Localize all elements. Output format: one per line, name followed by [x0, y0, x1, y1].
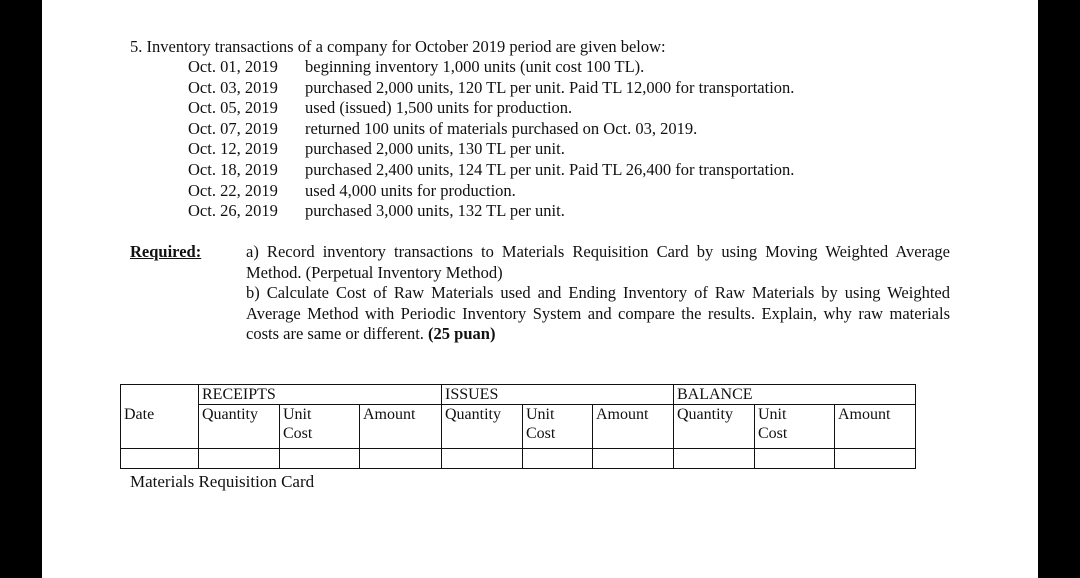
- transaction-row: [188, 181, 794, 202]
- transaction-date: Oct. 05, 2019: [188, 98, 278, 118]
- transaction-date: Oct. 07, 2019: [188, 118, 278, 138]
- unit-label: Unit: [283, 406, 312, 423]
- transaction-row: [188, 160, 794, 181]
- empty-cell: [360, 449, 442, 469]
- points-label: (25 puan): [428, 324, 496, 344]
- transaction-text: purchased 2,400 units, 124 TL per unit. Paid TL 26,400 for transportation.: [305, 159, 795, 179]
- transaction-text: returned 100 units of materials purchased on Oct. 03, 2019.: [305, 118, 698, 138]
- column-header-row: [121, 405, 916, 449]
- transaction-date: Oct. 26, 2019: [188, 201, 278, 221]
- required-part-b: [246, 283, 950, 345]
- question-title: 5. Inventory transactions of a company for October 2019 period are given below:: [130, 37, 666, 56]
- empty-cell: [121, 449, 199, 469]
- transaction-row: [188, 57, 794, 78]
- transaction-list: [188, 57, 794, 222]
- required-body: [246, 242, 950, 345]
- receipts-quantity-header: Quantity: [199, 405, 280, 449]
- date-header: Date: [121, 405, 199, 449]
- receipts-header: RECEIPTS: [199, 385, 442, 405]
- transaction-text: purchased 2,000 units, 130 TL per unit.: [305, 139, 565, 159]
- receipts-unit-cost-header: [280, 405, 360, 449]
- card-caption: Materials Requisition Card: [130, 472, 315, 491]
- balance-amount-header: Amount: [835, 405, 916, 449]
- transaction-text: purchased 2,000 units, 120 TL per unit. Paid TL 12,000 for transportation.: [305, 77, 795, 97]
- receipts-amount-header: Amount: [360, 405, 442, 449]
- empty-cell: [280, 449, 360, 469]
- group-header-row: [121, 385, 916, 405]
- transaction-text: purchased 3,000 units, 132 TL per unit.: [305, 201, 565, 221]
- date-header-top: [121, 385, 199, 405]
- issues-quantity-header: Quantity: [442, 405, 523, 449]
- table-row: [121, 449, 916, 469]
- transaction-row: [188, 98, 794, 119]
- unit-label: Unit: [526, 406, 555, 423]
- cost-label: Cost: [526, 425, 556, 442]
- empty-cell: [835, 449, 916, 469]
- cost-label: Cost: [758, 425, 788, 442]
- issues-header: ISSUES: [442, 385, 674, 405]
- transaction-row: [188, 119, 794, 140]
- transaction-text: used 4,000 units for production.: [305, 180, 516, 200]
- empty-cell: [755, 449, 835, 469]
- balance-quantity-header: Quantity: [674, 405, 755, 449]
- transaction-date: Oct. 03, 2019: [188, 77, 278, 97]
- transaction-date: Oct. 22, 2019: [188, 180, 278, 200]
- issues-amount-header: Amount: [593, 405, 674, 449]
- empty-cell: [674, 449, 755, 469]
- transaction-text: used (issued) 1,500 units for production.: [305, 98, 573, 118]
- transaction-row: [188, 139, 794, 160]
- transaction-date: Oct. 01, 2019: [188, 57, 278, 76]
- unit-label: Unit: [758, 406, 787, 423]
- document-page: [42, 0, 1038, 578]
- transaction-text: beginning inventory 1,000 units (unit cost 100 TL).: [305, 57, 645, 76]
- empty-cell: [442, 449, 523, 469]
- balance-unit-cost-header: [755, 405, 835, 449]
- materials-requisition-card-table: [120, 384, 916, 469]
- transaction-date: Oct. 18, 2019: [188, 159, 278, 179]
- empty-cell: [199, 449, 280, 469]
- balance-header: BALANCE: [674, 385, 916, 405]
- required-part-a: a) Record inventory transactions to Materials Requisition Card by using Moving Weighted Average Method. (Perpetual Inventory Method): [246, 242, 950, 282]
- issues-unit-cost-header: [523, 405, 593, 449]
- transaction-date: Oct. 12, 2019: [188, 139, 278, 159]
- empty-cell: [593, 449, 674, 469]
- transaction-row: [188, 201, 794, 222]
- required-part-b-text: b) Calculate Cost of Raw Materials used and Ending Inventory of Raw Materials by using Weighted Average Method with Periodic Inventory System and compare the results. Explain, why raw materials costs are same or different.: [246, 283, 950, 344]
- cost-label: Cost: [283, 425, 313, 442]
- required-label: Required:: [130, 242, 202, 261]
- transaction-row: [188, 78, 794, 99]
- empty-cell: [523, 449, 593, 469]
